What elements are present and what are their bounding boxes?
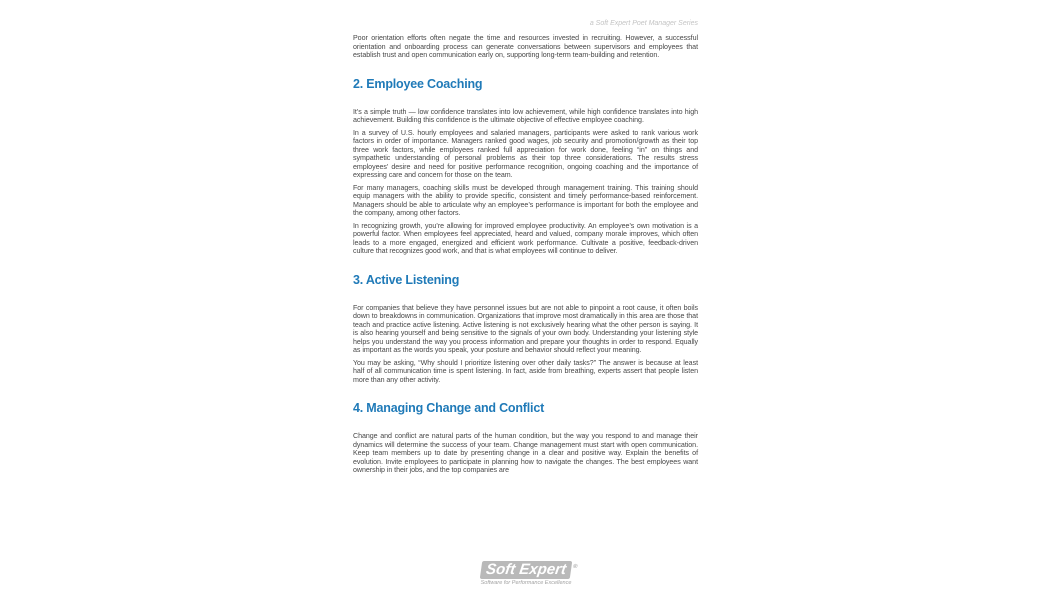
paragraph: In a survey of U.S. hourly employees and salaried managers, participants were asked to rank various work factors in order of importance. Managers ranked good wages, job security and promotion/growth as their top three work factors, while employees ranked full appreciation for work done, feeling “in” on things and sympathetic understanding of personal problems as their top three considerations. The results stress employees’ desire and need for positive performance recognition, ongoing coaching and the importance of expressing care and concern for those on the team.: [353, 128, 698, 179]
logo-wordmark: [480, 561, 578, 579]
logo-tagline: Software for Performance Excellence: [480, 580, 572, 586]
paragraph: You may be asking, “Why should I prioritize listening over other daily tasks?” The answer is because at least half of all communication time is spent listening. In fact, aside from breathing, experts assert that people listen more than any other activity.: [353, 358, 698, 384]
paragraph: For companies that believe they have personnel issues but are not able to pinpoint a root cause, it often boils down to breakdowns in communication. Organizations that improve most dramatically in this area are those that teach and practice active listening. Active listening is not exclusively hearing what the other person is saying. It is also hearing yourself and being sensitive to the signals of your own body. Understanding your listening style helps you understand the way you process information and prepare your thoughts in order to respond. Equally as important as the words you speak, your posture and behavior should reflect your meaning.: [353, 303, 698, 354]
running-header: a Soft Expert Poet Manager Series: [589, 20, 698, 27]
paragraph: For many managers, coaching skills must be developed through management training. This training should equip managers with the ability to provide specific, consistent and timely performance-based reinforcement. Managers should be able to articulate why an employee’s performance is important for both the employee and the company, among other factors.: [353, 183, 698, 217]
section-heading-employee-coaching: 2. Employee Coaching: [353, 76, 483, 91]
section-heading-active-listening: 3. Active Listening: [353, 272, 460, 287]
paragraph: In recognizing growth, you’re allowing for improved employee productivity. An employee’s own motivation is a powerful factor. When employees feel appreciated, heard and valued, company morale improves, which often leads to a more engaged, energized and efficient work performance. Cultivate a positive, feedback-driven culture that recognizes good work, and that is what employees will continue to deliver.: [353, 221, 698, 255]
section-heading-managing-change: 4. Managing Change and Conflict: [353, 401, 545, 415]
intro-paragraph: Poor orientation efforts often negate the time and resources invested in recruiting. However, a successful orientation and onboarding process can generate conversations between supervisors and employees that establish trust and open communication early on, supporting long-term team-building and retention.: [353, 34, 698, 59]
paragraph: It’s a simple truth — low confidence translates into low achievement, while high confidence translates into high achievement. Building this confidence is the ultimate objective of effective employee coaching.: [353, 107, 698, 124]
text-column: [353, 34, 698, 479]
paragraph: Change and conflict are natural parts of the human condition, but the way you respond to and manage their dynamics will determine the success of your team. Change management must start with open communication. Keep team members up to date by presenting change in a clear and positive way. Explain the benefits of evolution. Invite employees to participate in planning how to navigate the changes. The best employees want ownership in their jobs, and the top companies are: [353, 432, 698, 474]
softexpert-logo: [471, 561, 581, 593]
logo-text: Soft Expert: [484, 561, 568, 578]
registered-mark: ®: [572, 564, 578, 570]
